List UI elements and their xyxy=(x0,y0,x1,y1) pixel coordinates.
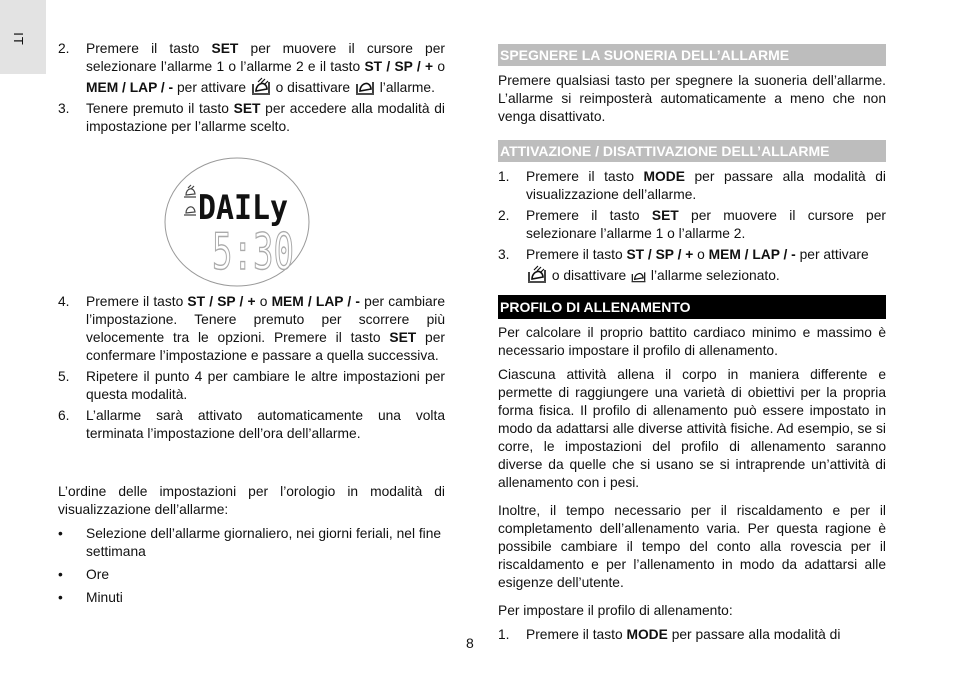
list-item: 2. Premere il tasto SET per muovere il cursore per selezionare l’allarme 1 o l’allarme 2. xyxy=(498,208,886,241)
section-heading: PROFILO DI ALLENAMENTO xyxy=(498,295,886,319)
paragraph: Inoltre, il tempo necessario per il riscaldamento e per il completamento dell’allenamento varia. Per questa ragione è possibile cambiare il tempo del conto alla rovescia per il riscaldamento e per l’allenamento in modo da adattarsi alle esigenze dell’utente. xyxy=(498,503,886,590)
lcd-display-illustration xyxy=(164,157,310,287)
left-column xyxy=(58,40,445,139)
section-heading: SPEGNERE LA SUONERIA DELL’ALLARME xyxy=(498,44,886,66)
alarm-off-icon xyxy=(630,267,647,284)
alarm-on-icon xyxy=(250,76,272,96)
right-column xyxy=(498,44,886,647)
list-item: 2. Premere il tasto SET per muovere il cursore per selezionare l’allarme 1 o l’allarme 2 e il tasto ST / SP / + o MEM / LAP / - per attivare o disattivare l’allarme. xyxy=(58,41,446,95)
section-heading: ATTIVAZIONE / DISATTIVAZIONE DELL’ALLARME xyxy=(498,140,886,162)
bullet-item: • Selezione dell’allarme giornaliero, nei giorni feriali, nel fine settimana xyxy=(58,526,442,559)
list-item: 1. Premere il tasto MODE per passare alla modalità di xyxy=(498,627,841,642)
list-item: 1. Premere il tasto MODE per passare alla modalità di visualizzazione dell’allarme. xyxy=(498,169,886,202)
list-item: 4. Premere il tasto ST / SP / + o MEM / LAP / - per cambiare l’impostazione. Tenere premuto per scorrere più velocemente tra le opzioni. Premere il tasto SET per confermare l’impostazione e passare a quella successiva. xyxy=(58,294,445,363)
lcd-time-text: 5:30 xyxy=(212,223,294,281)
paragraph: Ciascuna attività allena il corpo in maniera differente e permette di raggiungere una varietà di obiettivi per la propria forma fisica. Il profilo di allenamento può essere impostato in modo da adattarsi alle diverse attività fisiche. Ad esempio, se si corre, le impostazioni del profilo di allenamento saranno diverse da quelle che si usano se si intraprende un’attività di allenamento con i pesi. xyxy=(498,367,886,490)
language-tab xyxy=(0,0,46,74)
alarm-on-icon xyxy=(526,264,548,284)
bullet-item: • Minuti xyxy=(58,590,123,605)
paragraph: Premere qualsiasi tasto per spegnere la suoneria dell’allarme. L’allarme si reimposterà automaticamente a meno che non venga disattivato. xyxy=(498,73,886,124)
order-intro: L’ordine delle impostazioni per l’orologio in modalità di visualizzazione dell’allarme: xyxy=(58,484,445,517)
language-tab-label: IT xyxy=(10,32,26,46)
list-item: 5. Ripetere il punto 4 per cambiare le altre impostazioni per questa modalità. xyxy=(58,369,445,402)
list-item: 3. Tenere premuto il tasto SET per accedere alla modalità di impostazione per l’allarme scelto. xyxy=(58,101,445,134)
list-item: 6. L’allarme sarà attivato automaticamente una volta terminata l’impostazione dell’ora dell’allarme. xyxy=(58,408,445,441)
lcd-mode-text: DAILy xyxy=(198,188,288,228)
left-column-lower xyxy=(58,293,445,446)
paragraph: Per calcolare il proprio battito cardiaco minimo e massimo è necessario impostare il profilo di allenamento. xyxy=(498,325,886,358)
bullet-item: • Ore xyxy=(58,567,109,582)
page-number: 8 xyxy=(466,635,474,651)
settings-order-section xyxy=(58,483,445,612)
paragraph: Per impostare il profilo di allenamento: xyxy=(498,603,733,618)
alarm-off-icon xyxy=(354,76,376,96)
list-item: 3. Premere il tasto ST / SP / + o MEM / LAP / - per attivare o disattivare l’allarme selezionato. xyxy=(498,247,869,283)
